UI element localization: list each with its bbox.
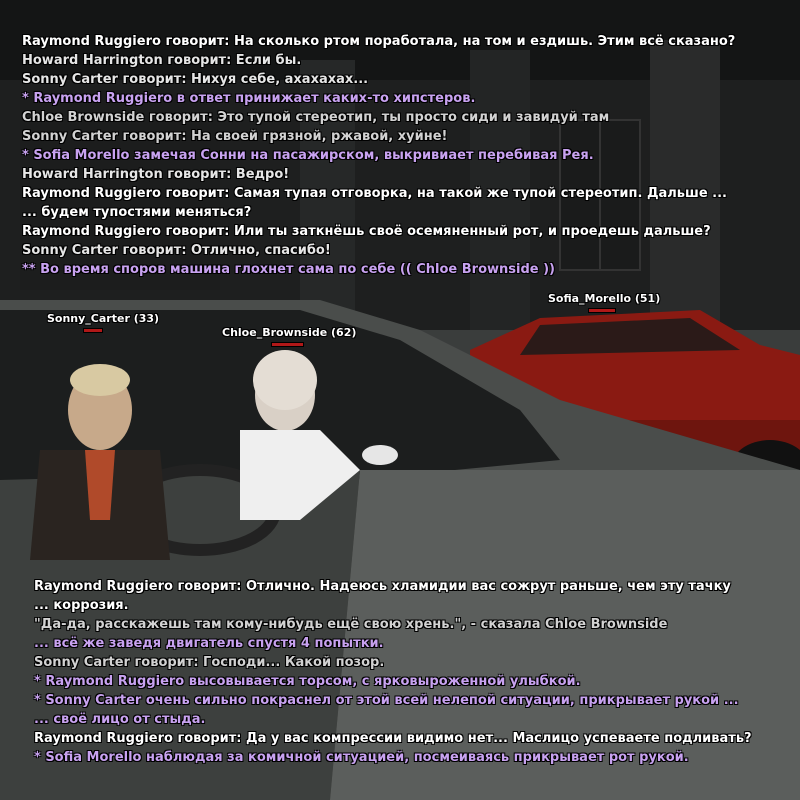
chat-line: Raymond Ruggiero говорит: На сколько ртом поработала, на том и ездишь. Этим всё сказано? xyxy=(22,34,736,49)
health-bar-chloe-brownside xyxy=(271,342,304,347)
chat-line: Raymond Ruggiero говорит: Да у вас компрессии видимо нет... Маслицо успеваете подливать? xyxy=(34,731,752,746)
chat-line: ... своё лицо от стыда. xyxy=(34,712,206,727)
chat-line: * Raymond Ruggiero высовывается торсом, с ярковыроженной улыбкой. xyxy=(34,674,581,689)
chat-line: Sonny Carter говорит: На своей грязной, ржавой, хуйне! xyxy=(22,129,448,144)
chat-line: * Sofia Morello наблюдая за комичной ситуацией, посмеиваясь прикрывает рот рукой. xyxy=(34,750,689,765)
chat-line: Sonny Carter говорит: Нихуя себе, ахахахах... xyxy=(22,72,369,87)
chat-line: ... коррозия. xyxy=(34,598,129,613)
health-bar-sonny-carter xyxy=(83,328,103,333)
chat-line: Howard Harrington говорит: Ведро! xyxy=(22,167,290,182)
nametag-chloe-brownside: Chloe_Brownside (62) xyxy=(222,326,357,339)
chat-line: "Да-да, расскажешь там кому-нибудь ещё свою хрень.", - сказала Chloe Brownside xyxy=(34,617,668,632)
chat-log-bottom xyxy=(0,577,800,767)
chat-line: Sonny Carter говорит: Господи... Какой позор. xyxy=(34,655,385,670)
chat-line: Raymond Ruggiero говорит: Самая тупая отговорка, на такой же тупой стереотип. Дальше ... xyxy=(22,186,727,201)
chat-line: * Sonny Carter очень сильно покраснел от этой всей нелепой ситуации, прикрывает рукой ... xyxy=(34,693,739,708)
nametag-sonny-carter: Sonny_Carter (33) xyxy=(47,312,160,325)
chat-line: Sonny Carter говорит: Отлично, спасибо! xyxy=(22,243,331,258)
nametag-sofia-morello: Sofia_Morello (51) xyxy=(548,292,661,305)
chat-line: * Raymond Ruggiero в ответ принижает каких-то хипстеров. xyxy=(22,91,476,106)
chat-line: ... всё же заведя двигатель спустя 4 попытки. xyxy=(34,636,384,651)
chat-line: Raymond Ruggiero говорит: Отлично. Надеюсь хламидии вас сожрут раньше, чем эту тачку xyxy=(34,579,731,594)
chat-line: Chloe Brownside говорит: Это тупой стереотип, ты просто сиди и завидуй там xyxy=(22,110,610,125)
chat-log-top xyxy=(0,32,800,279)
chat-line: Howard Harrington говорит: Если бы. xyxy=(22,53,302,68)
chat-line: ** Во время споров машина глохнет сама по себе (( Chloe Brownside )) xyxy=(22,262,555,277)
chat-line: Raymond Ruggiero говорит: Или ты заткнёшь своё осемяненный рот, и проедешь дальше? xyxy=(22,224,711,239)
health-bar-sofia-morello xyxy=(588,308,616,313)
chat-line: * Sofia Morello замечая Сонни на пасажирском, выкривиает перебивая Рея. xyxy=(22,148,594,163)
chat-line: ... будем тупостями меняться? xyxy=(22,205,252,220)
